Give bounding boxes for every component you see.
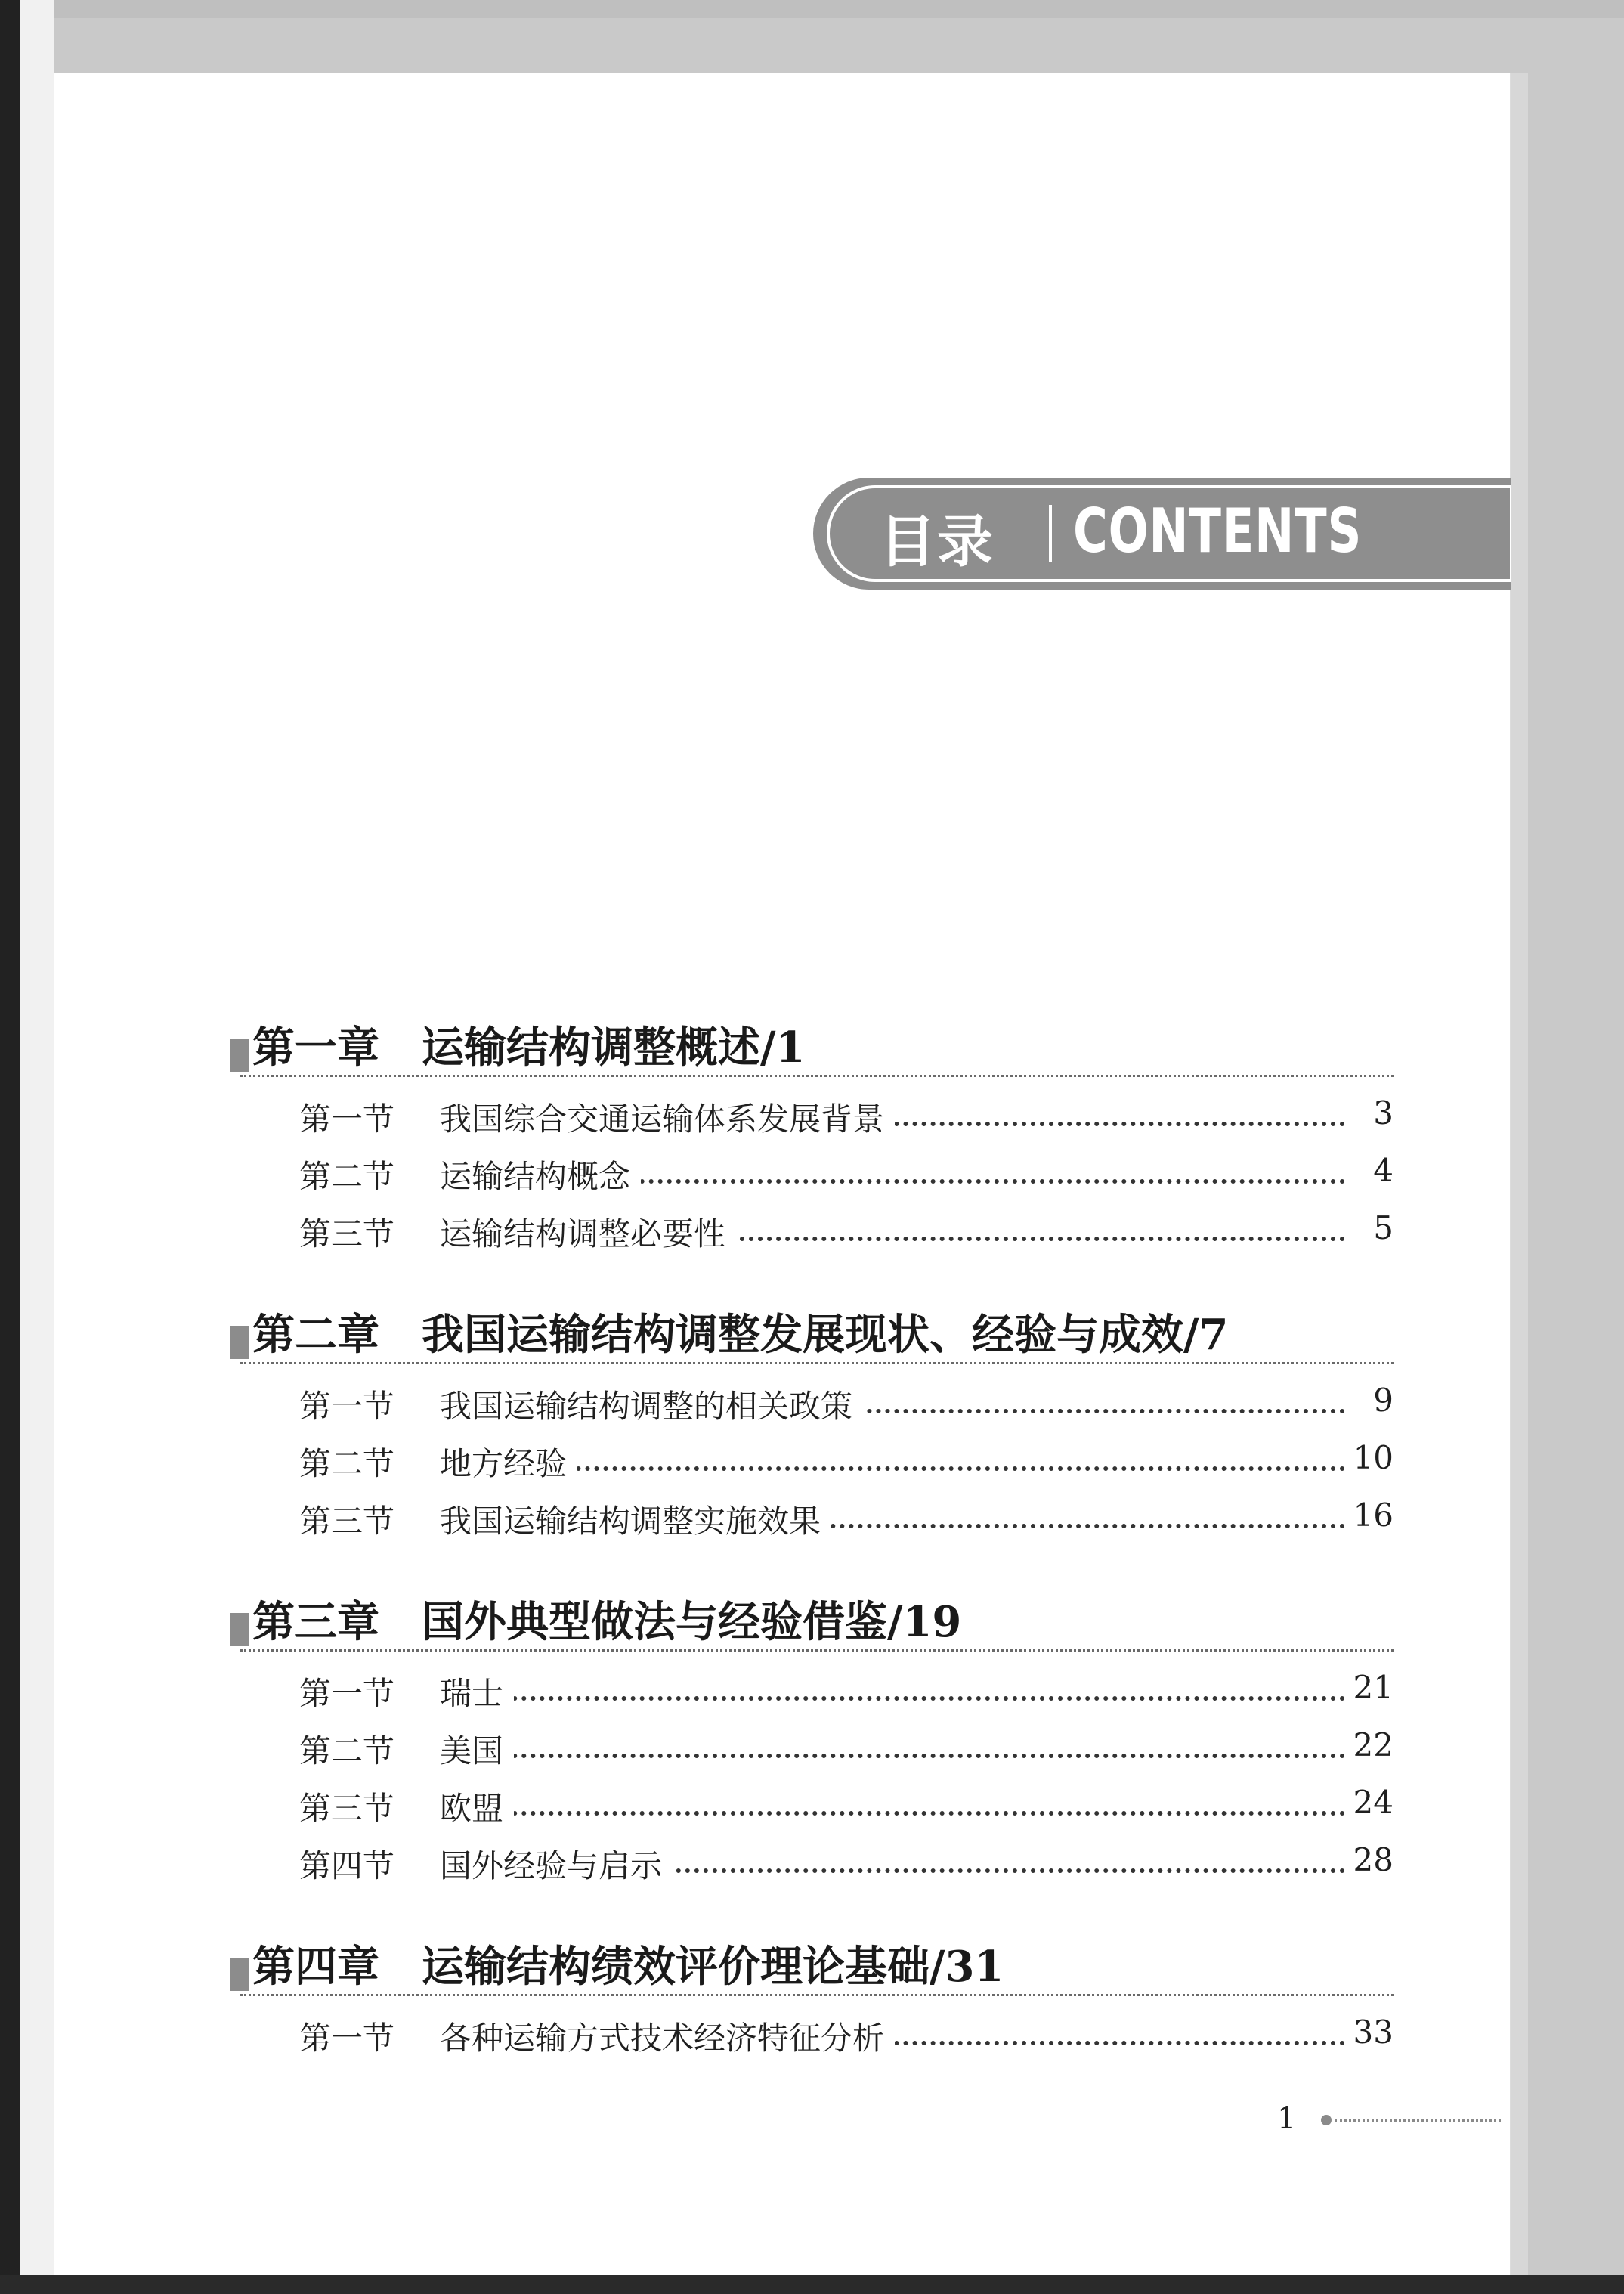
chapter-link[interactable] <box>252 1014 805 1075</box>
section-number: 第一节 <box>299 1675 395 1712</box>
section-page: 10 <box>1346 1439 1394 1476</box>
chapter-divider <box>240 1649 1394 1652</box>
section-title: 我国综合交通运输体系发展背景 <box>440 1094 895 1140</box>
chapter-divider <box>240 1075 1394 1077</box>
section-title: 我国运输结构调整的相关政策 <box>440 1382 863 1427</box>
section-title: 运输结构调整必要性 <box>440 1209 736 1255</box>
section-number: 第三节 <box>299 1215 395 1252</box>
toc-entry[interactable] <box>299 1094 1394 1140</box>
toc-entry[interactable] <box>299 2014 1394 2059</box>
dot-leader <box>440 1696 1345 1701</box>
chapter-2 <box>230 1297 1394 1540</box>
section-number: 第三节 <box>299 1503 395 1540</box>
toc-entry[interactable] <box>299 1497 1394 1542</box>
scan-gutter <box>20 0 54 2294</box>
scan-border-bottom <box>0 2275 1624 2294</box>
section-page: 3 <box>1366 1094 1394 1132</box>
page-number: 1 <box>1277 2101 1297 2136</box>
chapter-heading <box>230 1297 1394 1362</box>
chapter-heading <box>230 1584 1394 1649</box>
chapter-heading <box>230 1010 1394 1075</box>
chapter-number: 第三章 <box>252 1597 379 1647</box>
chapter-divider <box>240 1362 1394 1364</box>
section-title: 美国 <box>440 1726 514 1772</box>
chapter-title: 运输结构调整概述/1 <box>422 1023 806 1073</box>
section-number: 第三节 <box>299 1790 395 1827</box>
toc-entry[interactable] <box>299 1152 1394 1197</box>
chapter-title: 国外典型做法与经验借鉴/19 <box>422 1597 962 1647</box>
chapter-4 <box>230 1929 1394 2057</box>
section-page: 9 <box>1366 1382 1394 1419</box>
section-page: 5 <box>1366 1209 1394 1246</box>
chapter-link[interactable] <box>252 1933 1004 1994</box>
scan-border-left <box>0 0 20 2294</box>
section-page: 33 <box>1346 2014 1394 2051</box>
banner-title-cn: 目录 <box>880 509 995 574</box>
section-title: 瑞士 <box>440 1669 514 1714</box>
page-edge <box>1511 73 1528 2275</box>
toc-entry[interactable] <box>299 1669 1394 1714</box>
toc-entry[interactable] <box>299 1209 1394 1255</box>
section-page: 16 <box>1346 1497 1394 1534</box>
contents-banner <box>810 475 1511 593</box>
toc-entry[interactable] <box>299 1382 1394 1427</box>
section-number: 第二节 <box>299 1445 395 1482</box>
chapter-number: 第二章 <box>252 1310 379 1360</box>
banner-title-en: CONTENTS <box>1073 496 1363 566</box>
chapter-link[interactable] <box>252 1589 961 1649</box>
section-title: 地方经验 <box>440 1439 577 1484</box>
chapter-heading <box>230 1929 1394 1994</box>
section-title: 各种运输方式技术经济特征分析 <box>440 2014 895 2059</box>
chapter-marker <box>230 1039 249 1072</box>
chapter-title: 运输结构绩效评价理论基础/31 <box>422 1942 1004 1992</box>
folio-dot <box>1321 2115 1332 2125</box>
section-title: 我国运输结构调整实施效果 <box>440 1497 831 1542</box>
section-number: 第二节 <box>299 1732 395 1769</box>
section-number: 第一节 <box>299 1101 395 1138</box>
document-page <box>54 73 1511 2275</box>
folio-dotted-line <box>1335 2119 1501 2122</box>
section-number: 第四节 <box>299 1847 395 1884</box>
chapter-divider <box>240 1994 1394 1996</box>
scan-border-top <box>0 0 1624 18</box>
banner-separator <box>1049 505 1052 562</box>
chapter-number: 第四章 <box>252 1942 379 1992</box>
section-page: 21 <box>1346 1669 1394 1706</box>
section-number: 第一节 <box>299 1388 395 1425</box>
section-number: 第二节 <box>299 1158 395 1195</box>
dot-leader <box>440 1811 1345 1816</box>
chapter-1 <box>230 1010 1394 1252</box>
section-page: 4 <box>1366 1152 1394 1189</box>
chapter-marker <box>230 1613 249 1646</box>
toc-entry[interactable] <box>299 1726 1394 1772</box>
toc-entry[interactable] <box>299 1439 1394 1484</box>
section-title: 欧盟 <box>440 1784 514 1829</box>
chapter-link[interactable] <box>252 1302 1228 1362</box>
section-number: 第一节 <box>299 2020 395 2057</box>
chapter-number: 第一章 <box>252 1023 379 1073</box>
toc-entry[interactable] <box>299 1784 1394 1829</box>
chapter-3 <box>230 1584 1394 1884</box>
chapter-title: 我国运输结构调整发展现状、经验与成效/7 <box>422 1310 1229 1360</box>
toc-entry[interactable] <box>299 1841 1394 1887</box>
chapter-marker <box>230 1958 249 1991</box>
dot-leader <box>440 1754 1345 1758</box>
section-title: 国外经验与启示 <box>440 1841 673 1887</box>
section-page: 22 <box>1346 1726 1394 1763</box>
section-page: 24 <box>1346 1784 1394 1821</box>
section-title: 运输结构概念 <box>440 1152 641 1197</box>
section-page: 28 <box>1346 1841 1394 1878</box>
chapter-marker <box>230 1326 249 1359</box>
